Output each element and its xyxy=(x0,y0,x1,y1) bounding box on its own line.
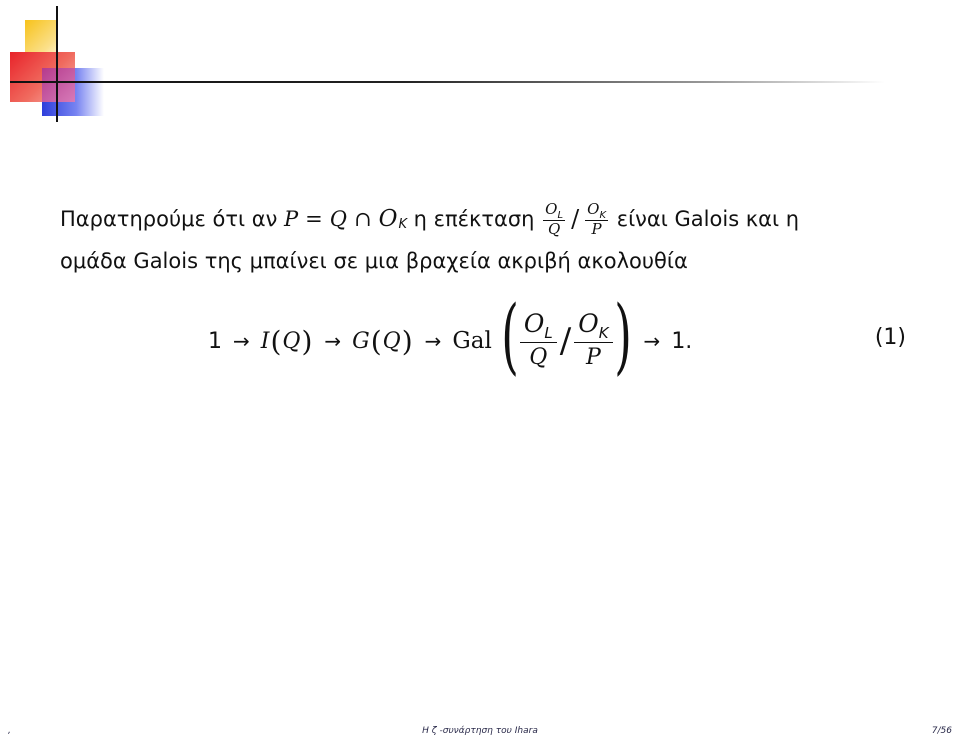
math-Q: Q xyxy=(329,207,347,231)
eq-fraction-slash: / xyxy=(559,321,572,361)
eq-one-left: 1 xyxy=(208,328,222,354)
eq-arrow-2: → xyxy=(324,329,342,353)
math-O-subscript: K xyxy=(398,217,407,232)
eq-G: G xyxy=(352,328,370,354)
eq-Q-1: Q xyxy=(282,328,301,354)
eq-fraction-left-numerator: $O_L$ xyxy=(520,309,557,343)
eq-big-paren-open: ( xyxy=(501,289,519,384)
paragraph-line-2 xyxy=(60,240,920,282)
math-O: O xyxy=(378,206,398,232)
eq-fraction-right-numerator: $O_K$ xyxy=(574,309,612,343)
eq-big-paren-close: ) xyxy=(613,289,632,384)
eq-arrow-1: → xyxy=(233,329,250,353)
math-P: P xyxy=(284,207,299,231)
math-intersection: ∩ xyxy=(353,207,372,231)
decor-vertical-rule xyxy=(56,6,58,122)
slide-footer xyxy=(0,726,960,740)
eq-arrow-4: → xyxy=(643,329,661,353)
text-line1-start: Παρατηρούμε ότι αν xyxy=(60,207,278,231)
text-line1-end: είναι Galois και η xyxy=(616,207,800,231)
eq-gal: Gal xyxy=(452,328,492,354)
equation-number: (1) xyxy=(874,325,906,350)
footer-title: Η ζ -συνάρτηση του Ihara xyxy=(422,726,538,736)
inline-fraction-right-numerator: $O_K$ xyxy=(587,199,607,221)
eq-fraction-right-denominator: P xyxy=(585,345,601,370)
eq-fraction-left-denominator: Q xyxy=(529,345,548,370)
eq-paren-close-2: ) xyxy=(401,324,413,358)
eq-paren-close-1: ) xyxy=(301,324,313,358)
math-equals: = xyxy=(305,207,323,231)
inline-fraction-left-denominator: Q xyxy=(547,219,561,238)
inline-fraction-right-denominator: P xyxy=(591,219,602,238)
decor-horizontal-rule xyxy=(10,81,885,83)
inline-fraction-slash: / xyxy=(571,205,580,233)
eq-Q-2: Q xyxy=(382,328,401,354)
paragraph-line-1 xyxy=(60,198,920,240)
eq-fraction-right xyxy=(574,309,612,373)
eq-I: I xyxy=(260,328,270,354)
text-extension: η επέκταση xyxy=(413,207,535,231)
eq-fraction-left xyxy=(520,309,557,373)
eq-paren-open-2: ( xyxy=(370,324,382,358)
eq-paren-open-1: ( xyxy=(270,324,282,358)
decor-overlap-square xyxy=(42,68,75,102)
footer-page-number: 7/56 xyxy=(931,726,952,736)
inline-fraction-left xyxy=(543,201,565,238)
slide-paragraph xyxy=(60,198,920,282)
text-line2: ομάδα Galois της μπαίνει σε μια βραχεία ακριβή ακολουθία xyxy=(60,249,688,273)
footer-left-mark: , xyxy=(8,726,11,736)
inline-fraction-right xyxy=(585,201,608,238)
exact-sequence-equation xyxy=(208,289,693,384)
eq-one-right: 1. xyxy=(671,328,693,354)
eq-arrow-3: → xyxy=(424,329,442,353)
inline-fraction-left-numerator: $O_L$ xyxy=(545,199,564,221)
